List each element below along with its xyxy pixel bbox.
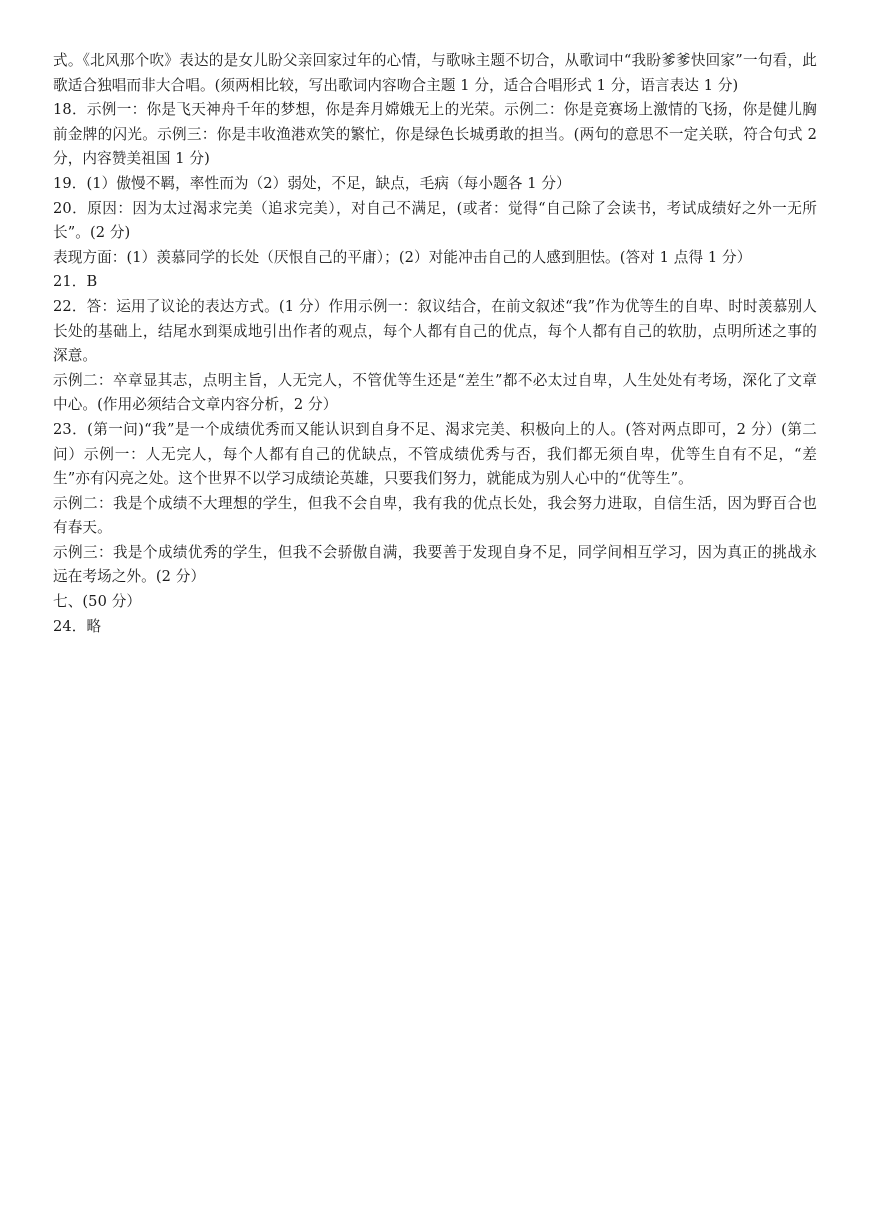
answer-19: 19．(1）傲慢不羁，率性而为（2）弱处，不足，缺点，毛病（每小题各 1 分） bbox=[53, 174, 571, 192]
answer-22-example-2: 示例二：卒章显其志，点明主旨，人无完人，不管优等生还是“差生”都不必太过自卑，人生处处有考场，深化了文章中心。(作用必须结合文章内容分析，2 分） bbox=[53, 371, 817, 414]
section-seven-heading: 七、(50 分） bbox=[53, 593, 142, 611]
answer-23-example-2: 示例二：我是个成绩不大理想的学生，但我不会自卑，我有我的优点长处，我会努力进取，自信生活，因为野百合也有春天。 bbox=[53, 494, 817, 537]
answer-18: 18．示例一：你是飞天神舟千年的梦想，你是奔月嫦娥无上的光荣。示例二：你是竞赛场上激情的飞扬，你是健儿胸前金牌的闪光。示例三：你是丰收渔港欢笑的繁忙，你是绿色长城勇敢的担当。(两句的意思不一定关联，符合句式 2 分，内容赞美祖国 1 分) bbox=[53, 101, 817, 168]
answer-23-example-1: 23．(第一问)“我”是一个成绩优秀而又能认识到自身不足、渴求完美、积极向上的人。(答对两点即可，2 分）(第二问）示例一：人无完人，每个人都有自己的优缺点，不管成绩优秀与否，我们都无须自卑，优等生自有不足，“差生”亦有闪亮之处。这个世界不以学习成绩论英雄，只要我们努力，就能成为别人心中的“优等生”。 bbox=[53, 420, 817, 488]
answer-23-example-3: 示例三：我是个成绩优秀的学生，但我不会骄傲自满，我要善于发现自身不足，同学间相互学习，因为真正的挑战永远在考场之外。(2 分） bbox=[53, 543, 817, 586]
answer-20-reason: 20．原因：因为太过渴求完美（追求完美），对自己不满足，(或者：觉得“自己除了会读书，考试成绩好之外一无所长”。(2 分) bbox=[53, 199, 817, 242]
answer-21: 21．B bbox=[53, 273, 98, 291]
answer-20-manifestation: 表现方面：(1）羡慕同学的长处（厌恨自己的平庸）；(2）对能冲击自己的人感到胆怯。(答对 1 点得 1 分） bbox=[53, 248, 752, 266]
answer-17-continuation: 式。《北风那个吹》表达的是女儿盼父亲回家过年的心情，与歌咏主题不切合，从歌词中“我盼爹爹快回家”一句看，此歌适合独唱而非大合唱。(须两相比较，写出歌词内容吻合主题 1 分，适合合唱形式 1 分，语言表达 1 分) bbox=[53, 52, 817, 94]
answer-22-example-1: 22．答：运用了议论的表达方式。(1 分）作用示例一：叙议结合，在前文叙述“我”作为优等生的自卑、时时羡慕别人长处的基础上，结尾水到渠成地引出作者的观点，每个人都有自己的优点，每个人都有自己的软肋，点明所述之事的深意。 bbox=[53, 297, 817, 365]
answer-24: 24．略 bbox=[53, 617, 102, 635]
